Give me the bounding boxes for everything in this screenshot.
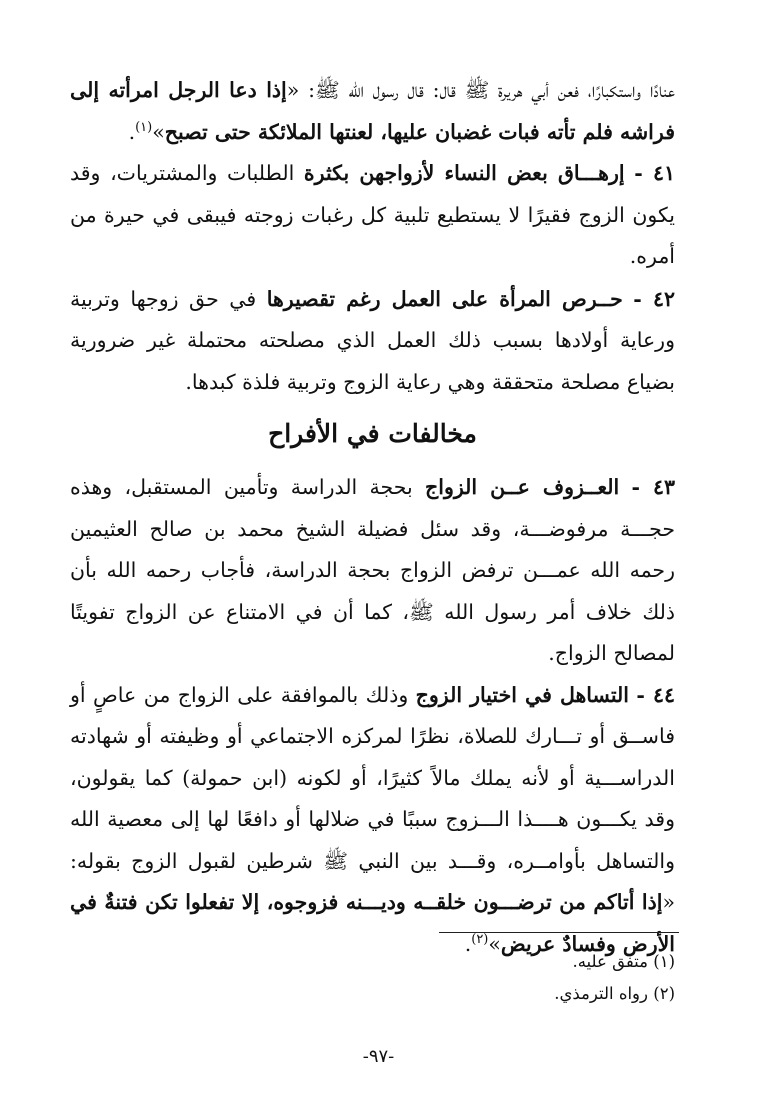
footnote-ref-1[interactable]: (١) (135, 119, 153, 135)
item-44-number: ٤٤ - (636, 682, 675, 707)
hadith-quote-2: إذا أتاكم من ترضـــون خلقــه وديـــنه فزوجوه، إلا تفعلوا تكن فتنةٌ في الأرض وفسادٌ عريض (70, 890, 675, 956)
section-title: مخالفات في الأفراح (268, 419, 477, 448)
item-44-quote-close: » (488, 931, 501, 956)
item-41 (70, 153, 675, 278)
footnote-separator (439, 932, 679, 933)
item-42-text: في حق زوجها وتربية ورعاية أولادها بسبب ذلك العمل الذي مصلحته محتملة غير ضرورية بضياع مصلحة متحققة وهي رعاية الزوج وتربية فلذة كبدها. (70, 286, 675, 394)
intro-quote-close: » (152, 119, 165, 144)
footnote-1: (١) متفق عليه. (572, 952, 675, 971)
footnotes (554, 946, 675, 1010)
item-42-number: ٤٢ - (633, 286, 675, 311)
item-41-number: ٤١ - (634, 161, 675, 185)
item-43-number: ٤٣ - (631, 475, 675, 499)
item-44-end: . (464, 931, 472, 956)
footnote-ref-2[interactable]: (٢) (471, 931, 489, 947)
item-43 (70, 467, 675, 675)
item-42-title: حــرص المرأة على العمل رغم تقصيرها (266, 286, 623, 311)
intro-paragraph (70, 70, 675, 153)
item-44-title: التساهل في اختيار الزوج (415, 682, 629, 707)
hadith-quote-1: إذا دعا الرجل امرأته إلى فراشه فلم تأته فبات غضبان عليها، لعنتها الملائكة حتى تصبح (70, 78, 675, 144)
footnote-2: (٢) رواه الترمذي. (554, 984, 675, 1003)
item-41-text: الطلبات والمشتريات، وقد يكون الزوج فقيرًا لا يستطيع تلبية كل رغبات زوجته فيبقى في حيرة من أمره. (70, 161, 675, 268)
item-43-text: بحجة الدراسة وتأمين المستقبل، وهذه حجـــة مرفوضـــة، وقد سئل فضيلة الشيخ محمد بن صالح العثيمين رحمه الله عمـــن ترفض الزواج بحجة الدراسة، فأجاب رحمه الله بأن ذلك خلاف أمر رسول الله ﷺ، كما أن في الامتناع عن الزواج تفويتًا لمصالح الزواج. (70, 475, 675, 665)
item-44-text: وذلك بالموافقة على الزواج من عاصٍ أو فاســق أو تـــارك للصلاة، نظرًا لمركزه الاجتماعي أو وظيفته أو شهادته الدراســـية أو لأنه يملك مالاً كثيرًا، أو لكونه (ابن حمولة) كما يقولون، وقد يكـــون هــــذا الـــزوج سببًا في ضلالها أو دافعًا لها إلى معصية الله والتساهل بأوامــره، وقـــد بين النبي ﷺ شرطين لقبول الزوج بقوله: « (70, 682, 675, 914)
item-41-title: إرهـــاق بعض النساء لأزواجهن بكثرة (303, 161, 625, 185)
intro-end: . (128, 119, 136, 144)
item-42 (70, 279, 675, 404)
page-number: -٩٧- (362, 1046, 395, 1067)
intro-text: عنادًا واستكبارًا، فعن أبي هريرة ﷺ قال: قال رسول الله ﷺ: « (286, 78, 675, 102)
item-44 (70, 675, 675, 966)
item-43-title: العــزوف عــن الزواج (425, 475, 620, 499)
